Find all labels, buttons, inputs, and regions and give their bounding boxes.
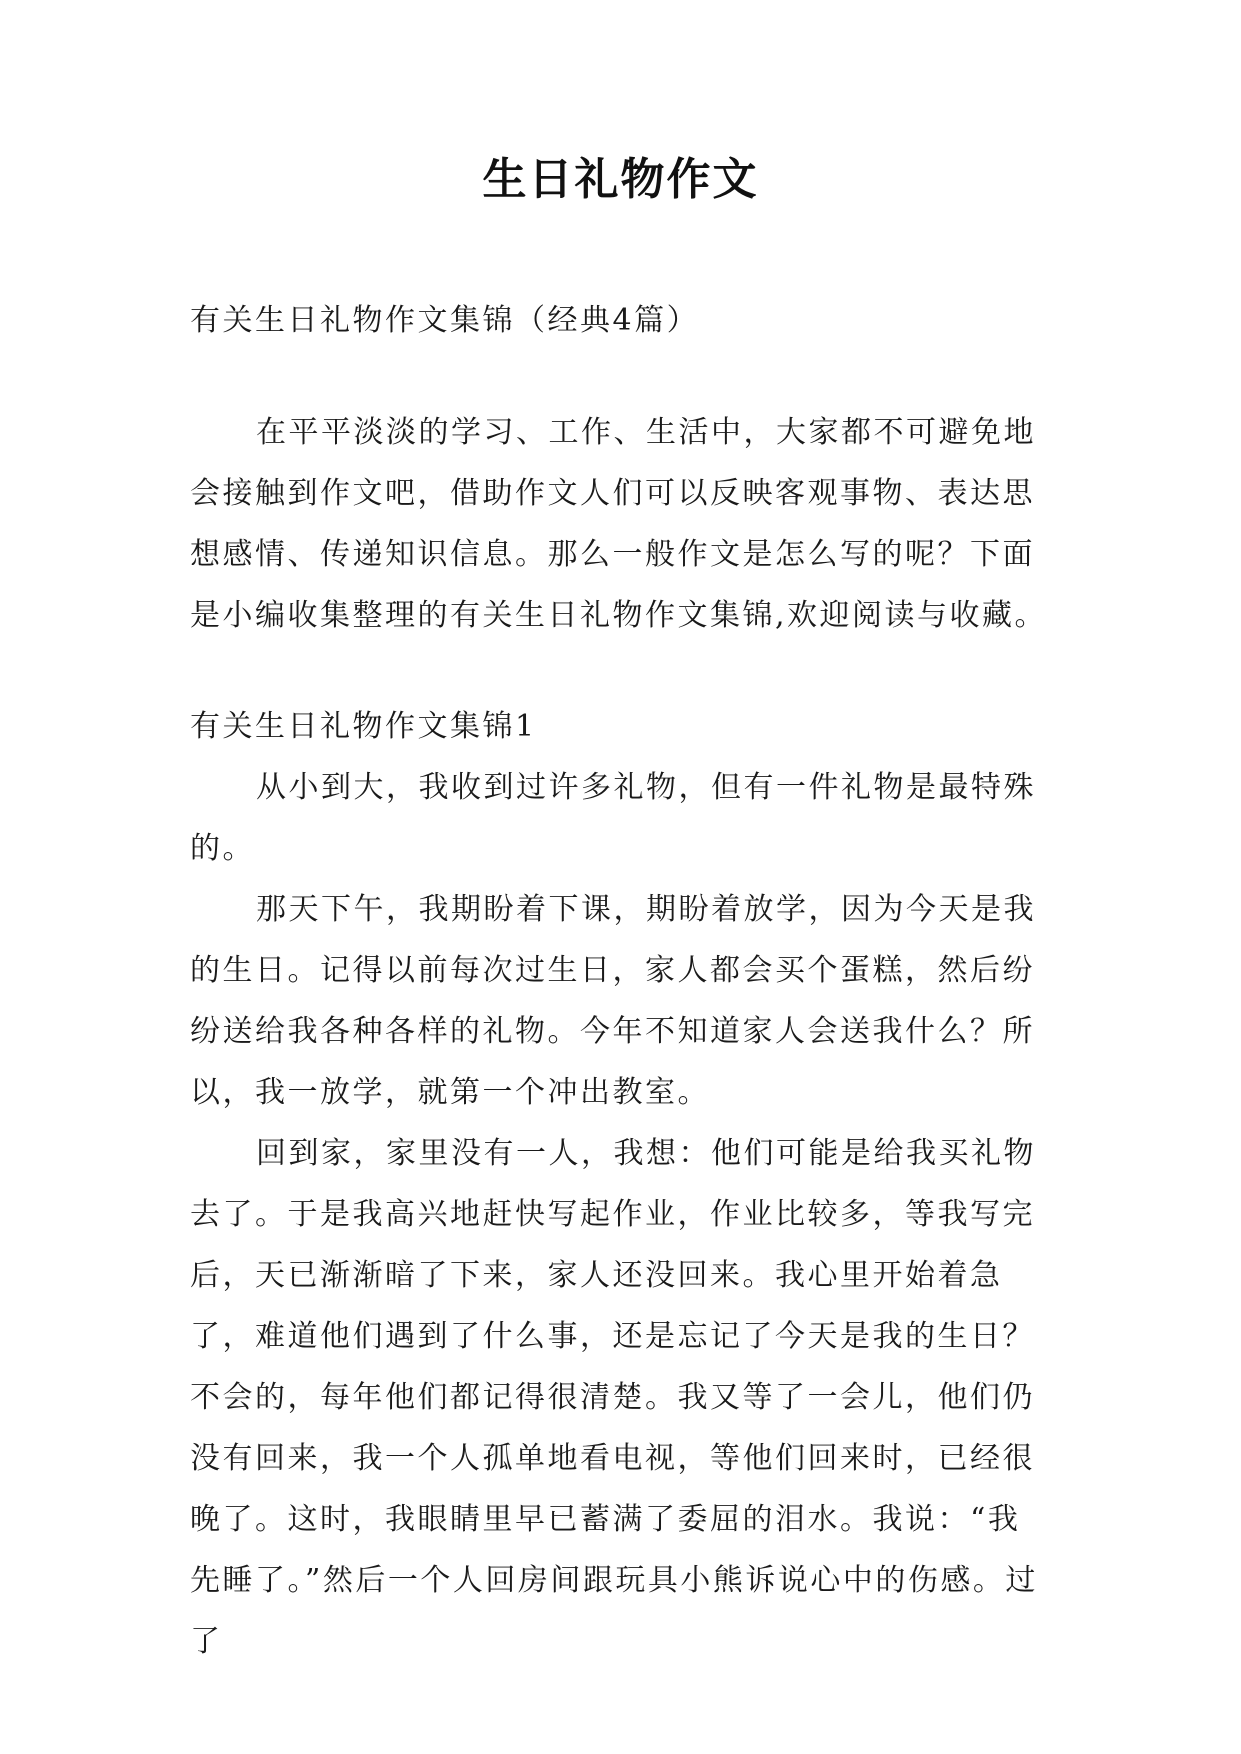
document-subtitle: 有关生日礼物作文集锦（经典4篇）	[190, 303, 700, 338]
body-paragraph-3: 回到家，家里没有一人，我想：他们可能是给我买礼物去了。于是我高兴地赶快写起作业，作业比较多，等我写完后，天已渐渐暗了下来，家人还没回来。我心里开始着急了，难道他们遇到了什么事，还是忘记了今天是我的生日？不会的，每年他们都记得很清楚。我又等了一会儿，他们仍没有回来，我一个人孤单地看电视，等他们回来时，已经很晚了。这时，我眼睛里早已蓄满了委屈的泪水。我说：“我先睡了。”然后一个人回房间跟玩具小熊诉说心中的伤感。过了	[190, 1136, 1038, 1659]
body-paragraph-1: 从小到大，我收到过许多礼物，但有一件礼物是最特殊的。	[190, 770, 1036, 866]
section-heading: 有关生日礼物作文集锦1	[190, 709, 537, 744]
intro-paragraph: 在平平淡淡的学习、工作、生活中，大家都不可避免地会接触到作文吧，借助作文人们可以反映客观事物、表达思想感情、传递知识信息。那么一般作文是怎么写的呢？下面是小编收集整理的有关生日礼物作文集锦,欢迎阅读与收藏。	[190, 415, 1048, 633]
document-title: 生日礼物作文	[482, 154, 759, 205]
body-paragraph-2: 那天下午，我期盼着下课，期盼着放学，因为今天是我的生日。记得以前每次过生日，家人都会买个蛋糕，然后纷纷送给我各种各样的礼物。今年不知道家人会送我什么？所以，我一放学，就第一个冲出教室。	[190, 892, 1036, 1110]
